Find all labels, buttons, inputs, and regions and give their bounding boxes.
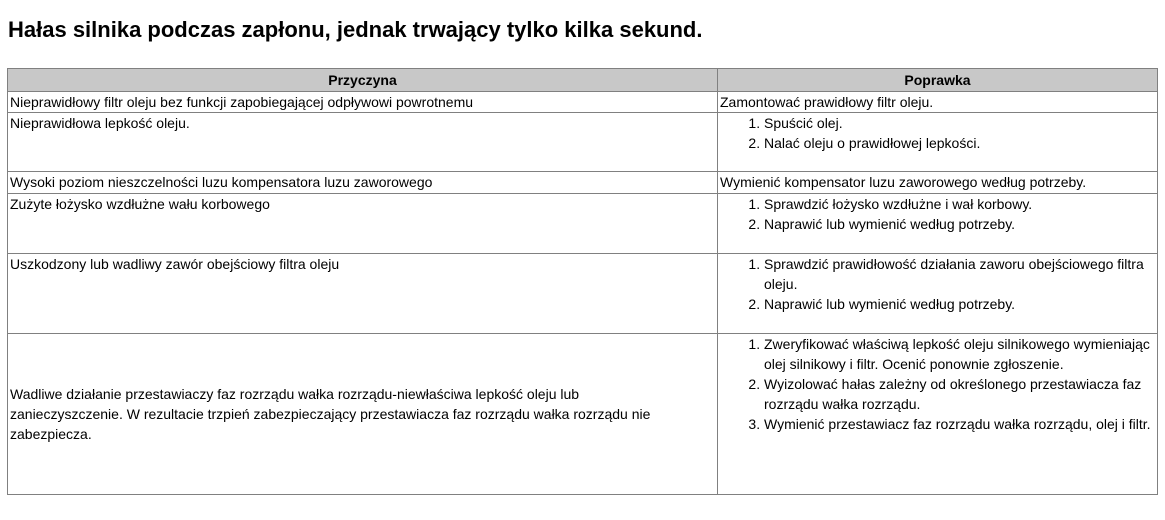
fix-cell [718,113,1158,172]
fix-step: 1. Zweryfikować właściwą lepkość oleju silnikowego wymieniając olej silnikowy i filtr. Ocenić ponownie zgłoszenie. [764,334,1155,374]
fix-step: 1. Spuścić olej. [764,113,1155,133]
table-row [8,113,1158,172]
table-row [8,172,1158,194]
page-title: Hałas silnika podczas zapłonu, jednak trwający tylko kilka sekund. [8,17,703,42]
cause-cell: Wadliwe działanie przestawiaczy faz rozrządu wałka rozrządu-niewłaściwa lepkość oleju lub zanieczyszczenie. W rezultacie trzpień zabezpieczający przestawiacza faz rozrządu wałka rozrządu nie zabezpiecza. [8,334,718,495]
fix-step: 2. Naprawić lub wymienić według potrzeby. [764,294,1155,314]
table-row [8,194,1158,254]
table-row [8,254,1158,334]
fix-steps-list [720,334,1155,434]
fix-step: 2. Nalać oleju o prawidłowej lepkości. [764,133,1155,153]
table-row [8,334,1158,495]
fix-step: 1. Sprawdzić prawidłowość działania zaworu obejściowego filtra oleju. [764,254,1155,294]
header-fix: Poprawka [718,69,1158,92]
cause-cell: Nieprawidłowa lepkość oleju. [8,113,718,172]
fix-step: 2. Naprawić lub wymienić według potrzeby. [764,214,1155,234]
table-row [8,92,1158,113]
diagnosis-table [7,68,1158,495]
fix-cell [718,194,1158,254]
cause-cell: Wysoki poziom nieszczelności luzu kompensatora luzu zaworowego [8,172,718,194]
fix-steps-list [720,194,1155,234]
cause-cell: Uszkodzony lub wadliwy zawór obejściowy filtra oleju [8,254,718,334]
fix-step: 3. Wymienić przestawiacz faz rozrządu wałka rozrządu, olej i filtr. [764,414,1155,434]
table-header-row [8,69,1158,92]
fix-cell [718,334,1158,495]
cause-cell: Zużyte łożysko wzdłużne wału korbowego [8,194,718,254]
cause-cell: Nieprawidłowy filtr oleju bez funkcji zapobiegającej odpływowi powrotnemu [8,92,718,113]
fix-step: 1. Sprawdzić łożysko wzdłużne i wał korbowy. [764,194,1155,214]
fix-step: 2. Wyizolować hałas zależny od określonego przestawiacza faz rozrządu wałka rozrządu. [764,374,1155,414]
fix-cell: Wymienić kompensator luzu zaworowego według potrzeby. [718,172,1158,194]
fix-cell: Zamontować prawidłowy filtr oleju. [718,92,1158,113]
fix-steps-list [720,254,1155,314]
fix-steps-list [720,113,1155,153]
fix-cell [718,254,1158,334]
header-cause: Przyczyna [8,69,718,92]
